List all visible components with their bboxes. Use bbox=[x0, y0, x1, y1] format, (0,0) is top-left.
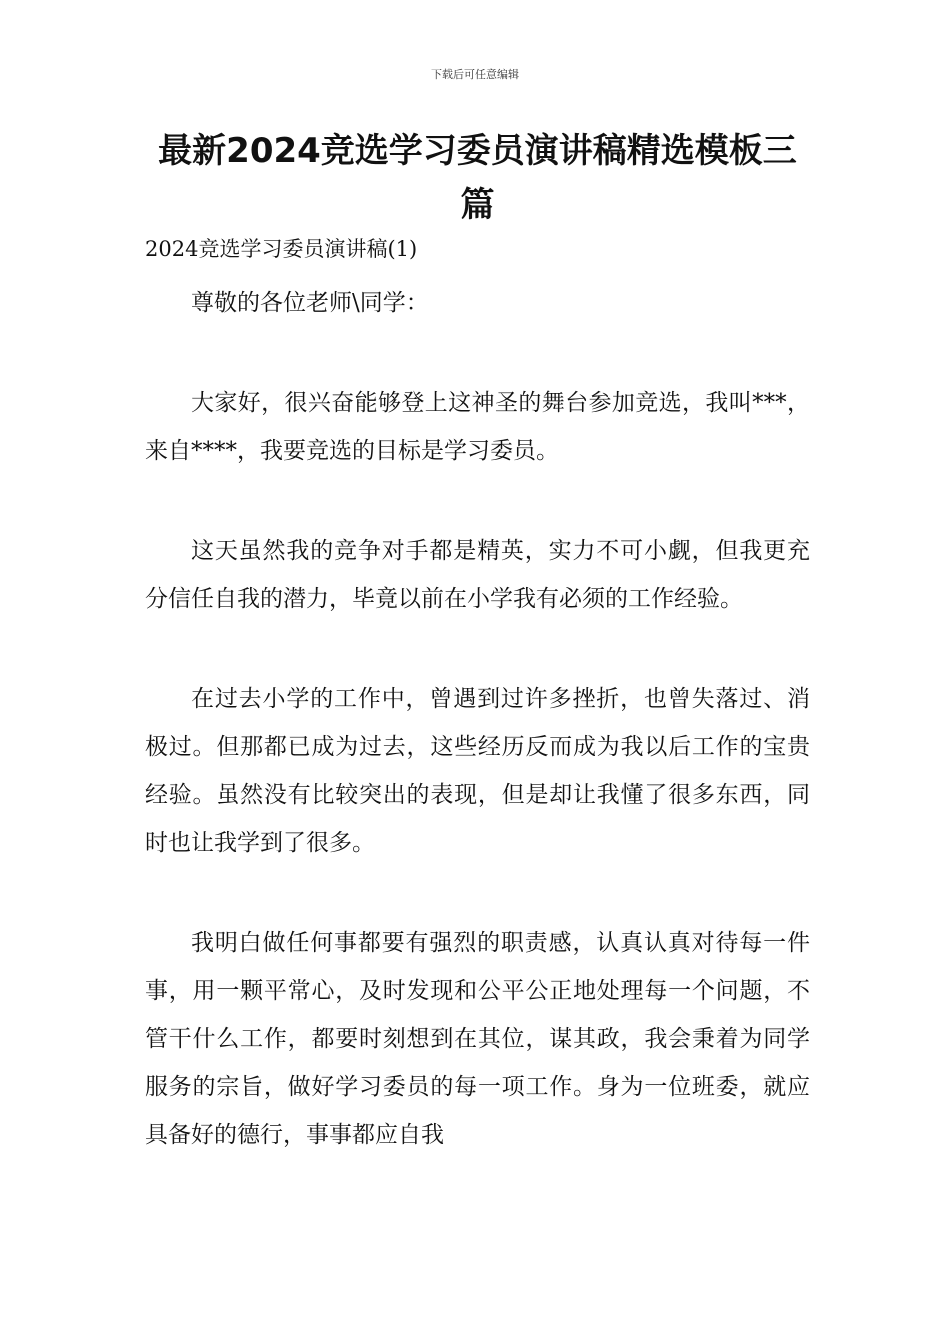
salutation: 尊敬的各位老师\同学： bbox=[191, 290, 429, 316]
document-body bbox=[145, 232, 810, 1159]
document-title: 最新2024竞选学习委员演讲稿精选模板三篇 bbox=[158, 131, 797, 225]
paragraph-responsibility: 我明白做任何事都要有强烈的职责感，认真认真对待每一件事，用一颗平常心，及时发现和公平公正地处理每一个问题，不管干什么工作，都要时刻想到在其位，谋其政，我会秉着为同学服务的宗旨，做好学习委员的每一项工作。身为一位班委，就应具备好的德行，事事都应自我 bbox=[145, 930, 810, 1148]
paragraph-past-experience: 在过去小学的工作中，曾遇到过许多挫折，也曾失落过、消极过。但那都已成为过去，这些经历反而成为我以后工作的宝贵经验。虽然没有比较突出的表现，但是却让我懂了很多东西，同时也让我学到了很多。 bbox=[145, 686, 810, 856]
header-note: 下载后可任意编辑 bbox=[431, 68, 519, 81]
section-heading: 2024竞选学习委员演讲稿(1) bbox=[145, 237, 418, 261]
paragraph-intro: 大家好，很兴奋能够登上这神圣的舞台参加竞选，我叫***，来自****，我要竞选的目标是学习委员。 bbox=[145, 390, 810, 464]
paragraph-confidence: 这天虽然我的竞争对手都是精英，实力不可小觑，但我更充分信任自我的潜力，毕竟以前在小学我有必须的工作经验。 bbox=[145, 538, 810, 612]
